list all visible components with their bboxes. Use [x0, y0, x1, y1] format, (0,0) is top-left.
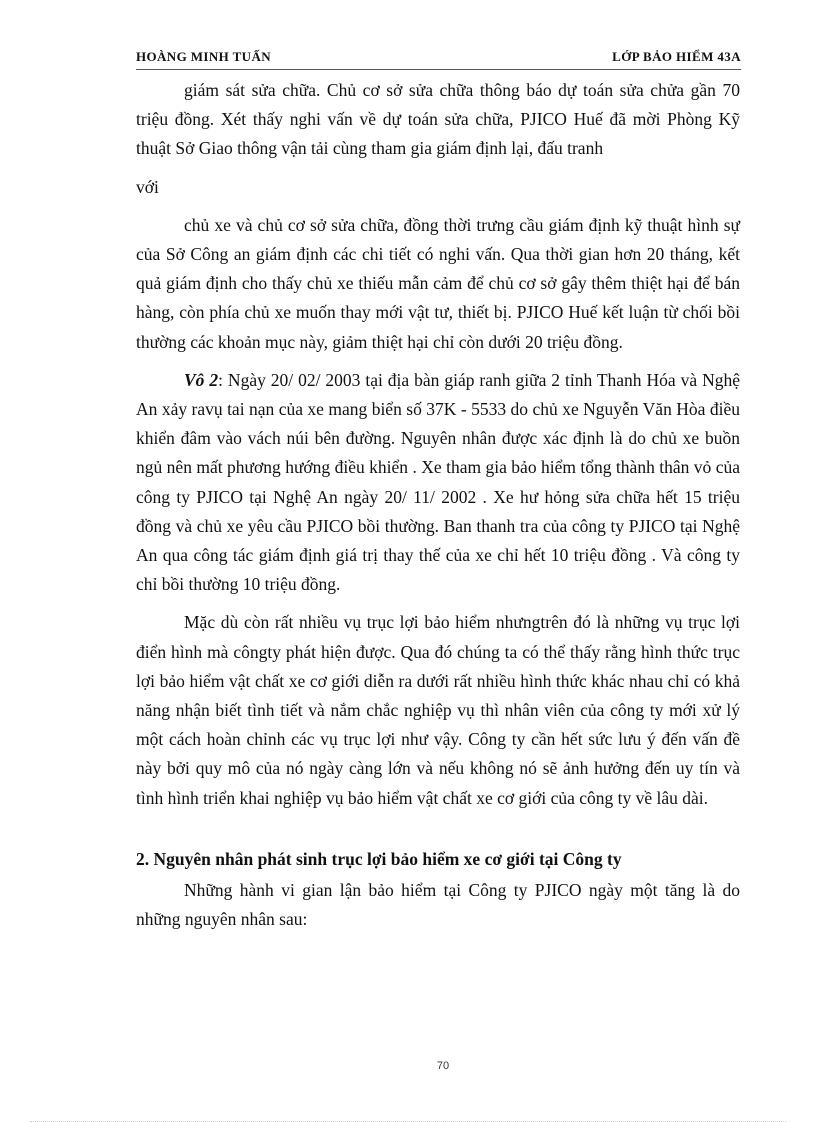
footer-divider — [30, 1121, 786, 1122]
paragraph-3-text: : Ngày 20/ 02/ 2003 tại địa bàn giáp ranh giữa 2 tỉnh Thanh Hóa và Nghệ An xảy ravụ tai nạn của xe mang biển số 37K - 5533 do chủ xe Nguyễn Văn Hòa điều khiển đâm vào vách núi bên đường. Nguyên nhân được xác định là do chủ xe buồn ngủ nên mất phương hướng điều khiển . Xe tham gia bảo hiểm tổng thành thân vỏ của công ty PJICO tại Nghệ An ngày 20/ 11/ 2002 . Xe hư hỏng sửa chữa hết 15 triệu đồng và chủ xe yêu cầu PJICO bồi thường. Ban thanh tra của công ty PJICO tại Nghệ An qua công tác giám định giá trị thay thế của xe chỉ hết 10 triệu đồng . Và công ty chỉ bồi thường 10 triệu đồng. — [136, 369, 740, 595]
paragraph-5: Những hành vi gian lận bảo hiểm tại Công ty PJICO ngày một tăng là do những nguyên nhân sau: — [136, 880, 740, 930]
paragraph-1: giám sát sửa chữa. Chủ cơ sở sửa chữa thông báo dự toán sửa chửa gần 70 triệu đồng. Xét thấy nghi vấn về dự toán sửa chữa, PJICO Huế đã mời Phòng Kỹ thuật Sở Giao thông vận tải cùng tham gia giám định lại, đấu tranh — [136, 80, 740, 159]
page-number: 70 — [436, 1060, 450, 1072]
paragraph-1-tail: với — [136, 176, 159, 197]
header-author: HOÀNG MINH TUẤN — [136, 49, 272, 64]
paragraph-2: chủ xe và chủ cơ sở sửa chữa, đồng thời trưng cầu giám định kỹ thuật hình sự của Sở Công an giám định các chi tiết có nghi vấn. Qua thời gian hơn 20 tháng, kết quả giám định cho thấy chủ xe thiếu mẫn cảm để chủ cơ sở gây thêm thiệt hại để bán hàng, còn phía chủ xe muốn thay mới vật tư, thiết bị. PJICO Huế kết luận từ chối bồi thường các khoản mục này, giảm thiệt hại chỉ còn dưới 20 triệu đồng. — [136, 214, 740, 352]
page-header — [136, 47, 741, 70]
paragraph-3 — [136, 366, 740, 600]
header-class: LỚP BẢO HIỂM 43A — [612, 49, 741, 64]
paragraph-4: Mặc dù còn rất nhiều vụ trục lợi bảo hiểm nhưngtrên đó là những vụ trục lợi điển hình mà côngty phát hiện được. Qua đó chúng ta có thể thấy rằng hình thức trục lợi bảo hiểm vật chất xe cơ giới diễn ra dưới rất nhiều hình thức khác nhau chỉ có khả năng nhận biết tình tiết và nắm chắc nghiệp vụ thì nhân viên của công ty mới xử lý một cách hoàn chỉnh các vụ trục lợi như vậy. Công ty cần hết sức lưu ý đến vấn đề này bởi quy mô của nó ngày càng lớn và nếu không nó sẽ ảnh hưởng đến uy tín và tình hình triển khai nghiệp vụ bảo hiểm vật chất xe cơ giới của công ty về lâu dài. — [136, 612, 740, 808]
section-heading: 2. Nguyên nhân phát sinh trục lợi bảo hiểm xe cơ giới tại Công ty — [136, 848, 622, 869]
case-label: Vô 2 — [184, 369, 219, 390]
document-body — [136, 76, 740, 943]
